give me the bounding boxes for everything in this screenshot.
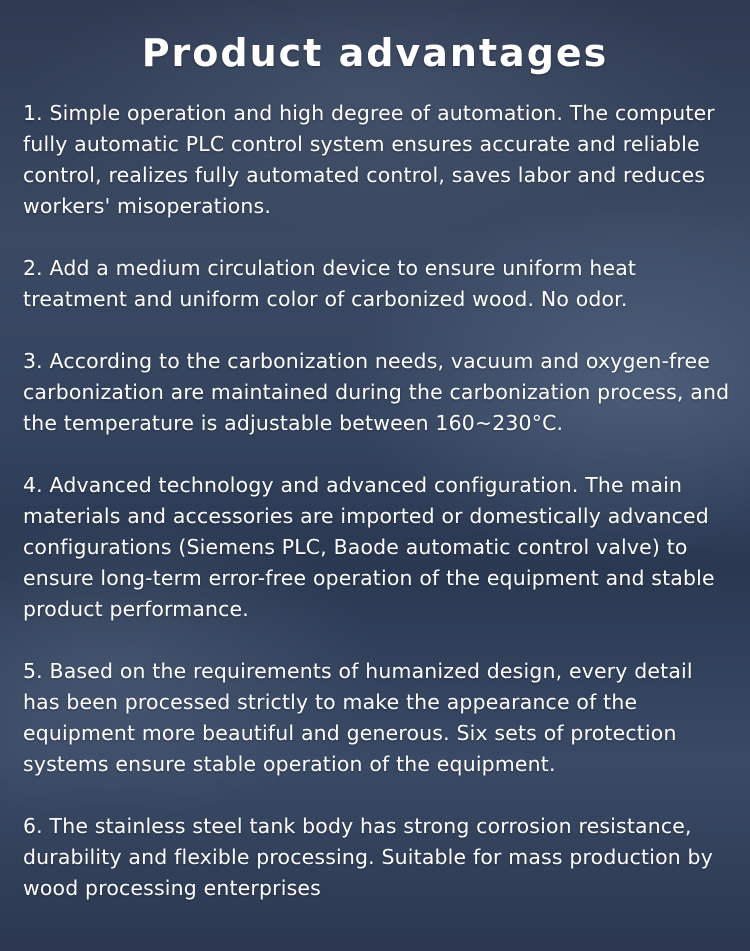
advantage-item-2: 2. Add a medium circulation device to ensure uniform heat treatment and uniform color of carbonized wood. No odor. — [23, 256, 637, 311]
advantage-item-5: 5. Based on the requirements of humanized design, every detail has been processed strictly to make the appearance of the equipment more beautiful and generous. Six sets of protection systems ensure stable operation of the equipment. — [23, 659, 693, 776]
advantage-item-3: 3. According to the carbonization needs, vacuum and oxygen-free carbonization are maintained during the carbonization process, and the temperature is adjustable between 160~230°C. — [23, 349, 730, 435]
advantage-item-4: 4. Advanced technology and advanced configuration. The main materials and accessories are imported or domestically advanced configurations (Siemens PLC, Baode automatic control valve) to ensure long-term error-free operation of the equipment and stable product performance. — [23, 473, 715, 621]
page-title: Product advantages — [141, 31, 609, 75]
advantage-item-1: 1. Simple operation and high degree of automation. The computer fully automatic PLC control system ensures accurate and reliable control, realizes fully automated control, saves labor and reduces workers' misoperations. — [23, 101, 715, 218]
advantages-list — [23, 98, 735, 935]
advantage-item-6: 6. The stainless steel tank body has strong corrosion resistance, durability and flexible processing. Suitable for mass production by wood processing enterprises — [23, 814, 713, 900]
